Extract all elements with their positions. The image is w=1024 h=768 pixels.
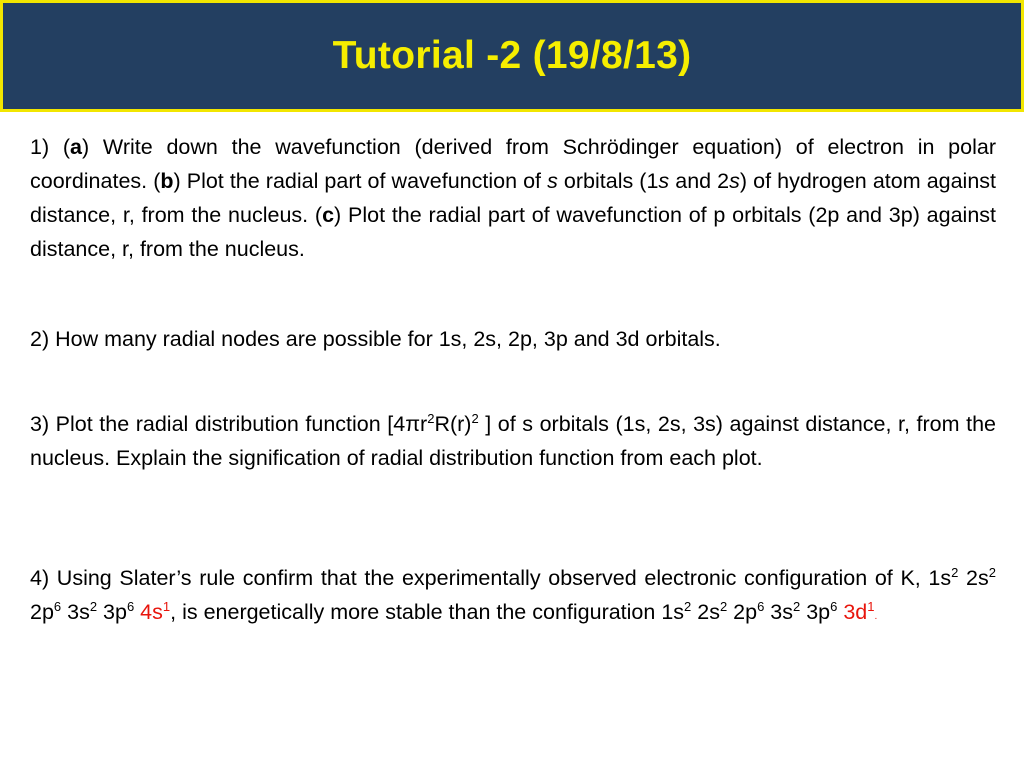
question-2: 2) How many radial nodes are possible for 1s, 2s, 2p, 3p and 3d orbitals. [30, 327, 721, 351]
slide-title: Tutorial -2 (19/8/13) [332, 34, 692, 77]
highlight-3d: 3d [837, 600, 868, 624]
question-4: 4) Using Slater’s rule confirm that the experimentally observed electronic configuration of K, $1s^2$ $2s^2$ $2p^6$ $3s^2$ $3p^6$ $4s^1$, is energetically more stable than the configuration $1s^2$ $2s^2$ $2p^6$ $3s^2$ $3p^6$ $3d^1$. [30, 564, 996, 624]
highlight-4s: 4s [134, 600, 163, 624]
title-banner [0, 0, 1024, 112]
question-1: 1) (a) Write down the wavefunction (derived from Schrödinger equation) of electron in polar coordinates. (b) Plot the radial part of wavefunction of s orbitals (1s and 2s) of hydrogen atom against distance, r, from the nucleus. (c) Plot the radial part of wavefunction of p orbitals (2p and 3p) against distance, r, from the nucleus. [30, 135, 997, 261]
question-3: 3) Plot the radial distribution function [$4\pi r^2R(r)^2$ ] of s orbitals (1s, 2s, 3s) against distance, r, from the nucleus. Explain the signification of radial distribution function from each plot. [30, 410, 996, 470]
